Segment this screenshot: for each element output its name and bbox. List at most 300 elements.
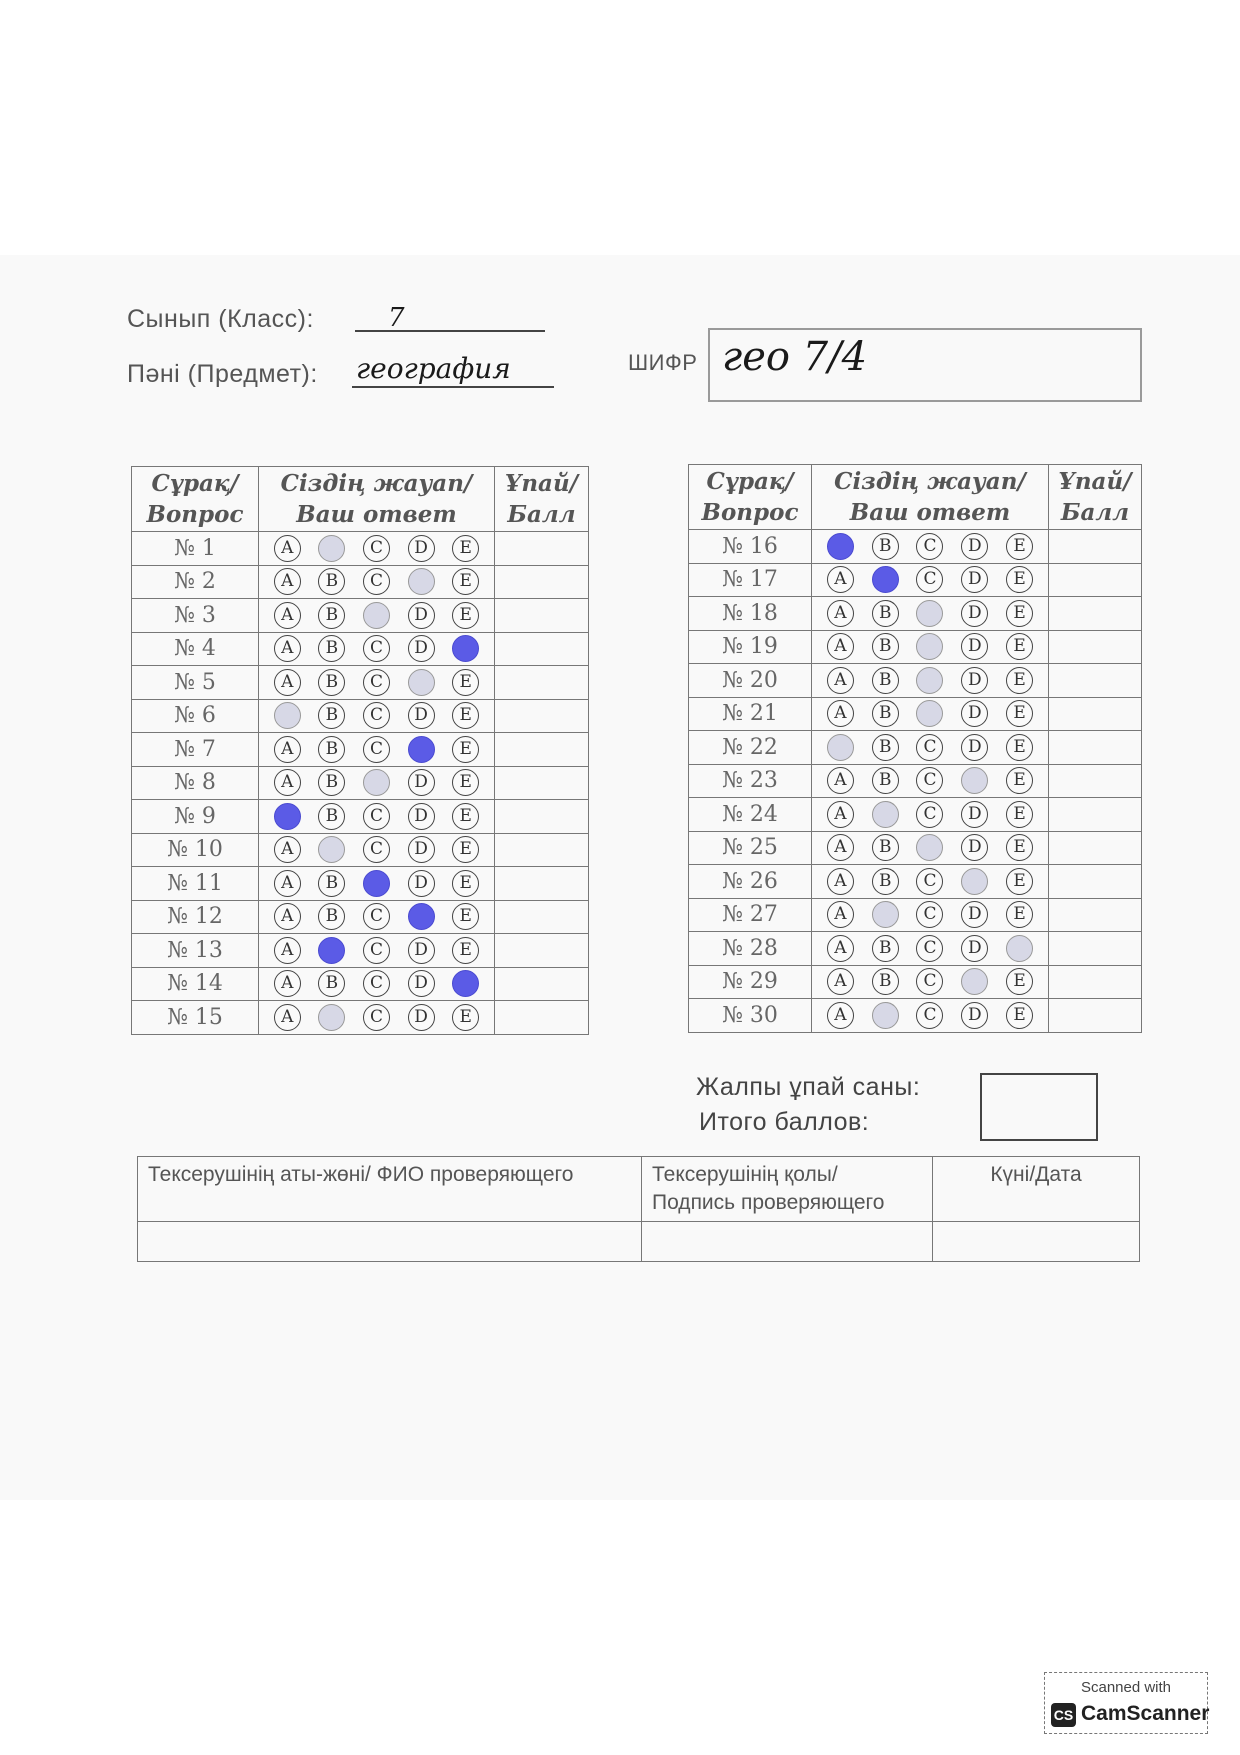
bubble-e[interactable]: E [452, 602, 479, 629]
answer-row [132, 1001, 589, 1035]
answer-row [132, 699, 589, 733]
bubble-b[interactable]: B [872, 767, 899, 794]
bubble-c[interactable]: C [363, 836, 390, 863]
score-cell[interactable] [1049, 731, 1142, 765]
bubble-c[interactable]: C [916, 734, 943, 761]
bubble-d[interactable] [408, 736, 435, 763]
bubble-c[interactable] [363, 870, 390, 897]
bubble-e[interactable]: E [452, 568, 479, 595]
score-header: Ұпай/ Балл [495, 467, 589, 532]
bubble-b[interactable]: B [318, 635, 345, 662]
bubble-e[interactable]: E [452, 903, 479, 930]
bubble-e[interactable]: E [1006, 868, 1033, 895]
score-header: Ұпай/ Балл [1049, 465, 1142, 530]
bubble-e[interactable]: E [1006, 734, 1033, 761]
class-value[interactable]: 7 [388, 303, 405, 333]
reviewer-name-field[interactable] [138, 1222, 642, 1262]
question-number: № 29 [689, 965, 812, 999]
bubble-a[interactable]: A [274, 1004, 301, 1031]
bubble-a[interactable]: A [827, 767, 854, 794]
score-cell[interactable] [1049, 798, 1142, 832]
bubble-a[interactable]: A [827, 935, 854, 962]
bubble-c[interactable]: C [916, 868, 943, 895]
answer-options [812, 999, 1049, 1033]
bubble-d[interactable]: D [961, 600, 988, 627]
answer-options [812, 530, 1049, 564]
answer-options [259, 833, 495, 867]
question-number: № 19 [689, 630, 812, 664]
bubble-c[interactable]: C [916, 801, 943, 828]
answer-row [689, 764, 1142, 798]
bubble-c[interactable]: C [363, 803, 390, 830]
bubble-a[interactable]: A [827, 633, 854, 660]
bubble-d[interactable]: D [961, 834, 988, 861]
score-cell[interactable] [495, 565, 589, 599]
bubble-a[interactable]: A [274, 736, 301, 763]
answer-row [689, 731, 1142, 765]
score-cell[interactable] [495, 800, 589, 834]
score-cell[interactable] [495, 1001, 589, 1035]
answer-options [812, 630, 1049, 664]
question-number: № 24 [689, 798, 812, 832]
bubble-c[interactable] [916, 633, 943, 660]
bubble-a[interactable]: A [827, 600, 854, 627]
bubble-e[interactable]: E [452, 669, 479, 696]
bubble-c[interactable]: C [363, 903, 390, 930]
answer-row [132, 833, 589, 867]
bubble-e[interactable]: E [1006, 667, 1033, 694]
bubble-b[interactable]: B [872, 700, 899, 727]
bubble-c[interactable]: C [916, 968, 943, 995]
answer-row [689, 898, 1142, 932]
answer-options [259, 967, 495, 1001]
bubble-c[interactable]: C [916, 901, 943, 928]
bubble-a[interactable]: A [274, 870, 301, 897]
answer-row [689, 865, 1142, 899]
bubble-a[interactable]: A [274, 769, 301, 796]
bubble-e[interactable]: E [452, 769, 479, 796]
question-number: № 20 [689, 664, 812, 698]
bubble-c[interactable]: C [916, 1002, 943, 1029]
answer-row [689, 932, 1142, 966]
bubble-b[interactable]: B [318, 568, 345, 595]
bubble-b[interactable] [872, 901, 899, 928]
bubble-d[interactable]: D [408, 970, 435, 997]
answer-options [259, 733, 495, 767]
answer-options [812, 597, 1049, 631]
signature-table [137, 1156, 1140, 1262]
bubble-e[interactable]: E [1006, 700, 1033, 727]
bubble-b[interactable]: B [872, 533, 899, 560]
score-cell[interactable] [1049, 898, 1142, 932]
answer-options [259, 867, 495, 901]
question-header: Сұрақ/ Вопрос [689, 465, 812, 530]
bubble-c[interactable]: C [363, 568, 390, 595]
answer-options [259, 900, 495, 934]
answer-row [689, 664, 1142, 698]
bubble-b[interactable]: B [872, 633, 899, 660]
score-cell[interactable] [495, 532, 589, 566]
bubble-b[interactable] [318, 937, 345, 964]
answer-table-right [688, 464, 1142, 1033]
bubble-c[interactable] [916, 700, 943, 727]
answer-header: Сіздің жауап/ Ваш ответ [259, 467, 495, 532]
answer-options [259, 1001, 495, 1035]
answer-options [812, 697, 1049, 731]
answer-row [689, 597, 1142, 631]
question-number: № 8 [132, 766, 259, 800]
bubble-e[interactable]: E [1006, 801, 1033, 828]
score-cell[interactable] [1049, 563, 1142, 597]
answer-row [132, 565, 589, 599]
bubble-a[interactable]: A [827, 901, 854, 928]
answer-row [132, 934, 589, 968]
question-number: № 21 [689, 697, 812, 731]
score-cell[interactable] [495, 632, 589, 666]
bubble-c[interactable]: C [916, 935, 943, 962]
bubble-a[interactable]: A [827, 1002, 854, 1029]
question-number: № 9 [132, 800, 259, 834]
bubble-c[interactable]: C [363, 535, 390, 562]
answer-options [259, 766, 495, 800]
bubble-a[interactable]: A [274, 836, 301, 863]
bubble-d[interactable]: D [408, 602, 435, 629]
answer-options [259, 800, 495, 834]
question-number: № 30 [689, 999, 812, 1033]
bubble-a[interactable]: A [274, 535, 301, 562]
bubble-a[interactable]: A [274, 602, 301, 629]
answer-row [689, 831, 1142, 865]
bubble-d[interactable]: D [408, 870, 435, 897]
bubble-b[interactable]: B [872, 734, 899, 761]
cipher-value[interactable]: гео 7/4 [722, 334, 868, 380]
answer-options [812, 898, 1049, 932]
subject-line [352, 386, 554, 388]
bubble-e[interactable] [1006, 935, 1033, 962]
bubble-c[interactable] [916, 600, 943, 627]
answer-row [132, 967, 589, 1001]
answer-options [259, 699, 495, 733]
bubble-d[interactable] [961, 767, 988, 794]
question-number: № 26 [689, 865, 812, 899]
question-number: № 27 [689, 898, 812, 932]
bubble-b[interactable]: B [872, 968, 899, 995]
bubble-a[interactable]: A [274, 669, 301, 696]
answer-options [812, 563, 1049, 597]
answer-options [259, 632, 495, 666]
bubble-a[interactable]: A [274, 937, 301, 964]
bubble-a[interactable] [274, 702, 301, 729]
question-number: № 13 [132, 934, 259, 968]
score-cell[interactable] [495, 867, 589, 901]
answer-options [812, 731, 1049, 765]
score-cell[interactable] [1049, 697, 1142, 731]
bubble-b[interactable]: B [872, 667, 899, 694]
bubble-a[interactable]: A [274, 635, 301, 662]
answer-row [132, 800, 589, 834]
score-cell[interactable] [495, 599, 589, 633]
score-cell[interactable] [1049, 764, 1142, 798]
class-label: Сынып (Класс): [127, 305, 314, 333]
score-cell[interactable] [1049, 865, 1142, 899]
question-number: № 23 [689, 764, 812, 798]
bubble-e[interactable]: E [1006, 600, 1033, 627]
bubble-e[interactable]: E [452, 1004, 479, 1031]
question-number: № 14 [132, 967, 259, 1001]
bubble-d[interactable]: D [408, 535, 435, 562]
answer-row [132, 766, 589, 800]
bubble-c[interactable]: C [363, 1004, 390, 1031]
bubble-b[interactable]: B [318, 769, 345, 796]
question-number: № 11 [132, 867, 259, 901]
answer-row [689, 999, 1142, 1033]
class-line [355, 330, 545, 332]
bubble-d[interactable]: D [961, 667, 988, 694]
bubble-c[interactable]: C [363, 702, 390, 729]
answer-row [689, 630, 1142, 664]
bubble-d[interactable]: D [961, 1002, 988, 1029]
bubble-e[interactable]: E [1006, 633, 1033, 660]
bubble-d[interactable]: D [408, 937, 435, 964]
question-number: № 18 [689, 597, 812, 631]
bubble-b[interactable]: B [318, 970, 345, 997]
score-cell[interactable] [1049, 932, 1142, 966]
answer-options [259, 599, 495, 633]
bubble-b[interactable] [872, 801, 899, 828]
reviewer-name-header: Тексерушінің аты-жөні/ ФИО проверяющего [138, 1157, 642, 1222]
bubble-e[interactable]: E [1006, 566, 1033, 593]
bubble-e[interactable]: E [1006, 767, 1033, 794]
question-number: № 25 [689, 831, 812, 865]
subject-label: Пәні (Предмет): [127, 360, 318, 388]
bubble-c[interactable] [916, 667, 943, 694]
camscanner-logo-icon: CS [1051, 1703, 1076, 1727]
bubble-b[interactable] [318, 836, 345, 863]
total-score-box[interactable] [980, 1073, 1098, 1141]
score-cell[interactable] [495, 766, 589, 800]
bubble-d[interactable]: D [408, 702, 435, 729]
bubble-a[interactable]: A [827, 566, 854, 593]
answer-options [812, 798, 1049, 832]
bubble-c[interactable] [363, 769, 390, 796]
bubble-e[interactable]: E [452, 836, 479, 863]
bubble-b[interactable] [318, 535, 345, 562]
score-cell[interactable] [1049, 999, 1142, 1033]
bubble-b[interactable]: B [872, 834, 899, 861]
bubble-c[interactable] [363, 602, 390, 629]
question-number: № 1 [132, 532, 259, 566]
answer-row [689, 530, 1142, 564]
bubble-e[interactable] [452, 970, 479, 997]
answer-options [812, 865, 1049, 899]
watermark-name: CamScanner [1081, 1702, 1210, 1725]
answer-options [812, 932, 1049, 966]
bubble-c[interactable]: C [916, 566, 943, 593]
bubble-c[interactable]: C [363, 736, 390, 763]
bubble-e[interactable]: E [1006, 533, 1033, 560]
bubble-e[interactable]: E [452, 803, 479, 830]
score-cell[interactable] [495, 934, 589, 968]
bubble-a[interactable]: A [827, 801, 854, 828]
bubble-a[interactable]: A [274, 903, 301, 930]
answer-options [259, 532, 495, 566]
bubble-c[interactable]: C [916, 533, 943, 560]
bubble-b[interactable]: B [318, 803, 345, 830]
bubble-e[interactable]: E [452, 937, 479, 964]
bubble-a[interactable] [827, 734, 854, 761]
bubble-d[interactable]: D [961, 935, 988, 962]
bubble-b[interactable]: B [872, 868, 899, 895]
bubble-d[interactable] [961, 968, 988, 995]
score-cell[interactable] [495, 733, 589, 767]
bubble-b[interactable]: B [318, 870, 345, 897]
question-number: № 17 [689, 563, 812, 597]
watermark-top-text: Scanned with [1080, 1679, 1172, 1696]
reviewer-signature-header: Тексерушінің қолы/ Подпись проверяющего [642, 1157, 933, 1222]
bubble-d[interactable]: D [408, 803, 435, 830]
answer-row [132, 867, 589, 901]
question-number: № 5 [132, 666, 259, 700]
score-cell[interactable] [1049, 664, 1142, 698]
bubble-e[interactable] [452, 635, 479, 662]
bubble-a[interactable] [274, 803, 301, 830]
answer-options [259, 934, 495, 968]
bubble-e[interactable]: E [1006, 834, 1033, 861]
bubble-b[interactable]: B [318, 736, 345, 763]
bubble-e[interactable]: E [1006, 1002, 1033, 1029]
question-number: № 16 [689, 530, 812, 564]
question-number: № 28 [689, 932, 812, 966]
answer-row [132, 532, 589, 566]
bubble-c[interactable]: C [916, 767, 943, 794]
answer-row [689, 798, 1142, 832]
answer-row [689, 697, 1142, 731]
date-field[interactable] [933, 1222, 1140, 1262]
score-cell[interactable] [495, 900, 589, 934]
bubble-d[interactable]: D [408, 769, 435, 796]
bubble-a[interactable] [827, 533, 854, 560]
question-number: № 22 [689, 731, 812, 765]
bubble-b[interactable]: B [318, 903, 345, 930]
bubble-d[interactable]: D [961, 734, 988, 761]
bubble-b[interactable]: B [318, 669, 345, 696]
score-cell[interactable] [495, 666, 589, 700]
question-number: № 15 [132, 1001, 259, 1035]
bubble-b[interactable] [872, 566, 899, 593]
question-number: № 2 [132, 565, 259, 599]
reviewer-signature-field[interactable] [642, 1222, 933, 1262]
question-number: № 4 [132, 632, 259, 666]
bubble-d[interactable]: D [408, 635, 435, 662]
score-cell[interactable] [1049, 530, 1142, 564]
answer-options [812, 764, 1049, 798]
answer-row [132, 632, 589, 666]
bubble-d[interactable] [961, 868, 988, 895]
bubble-a[interactable]: A [827, 868, 854, 895]
bubble-d[interactable]: D [961, 801, 988, 828]
subject-value[interactable]: география [356, 352, 511, 385]
bubble-d[interactable]: D [961, 633, 988, 660]
bubble-d[interactable] [408, 903, 435, 930]
camscanner-watermark [1044, 1672, 1208, 1734]
question-number: № 6 [132, 699, 259, 733]
answer-options [812, 664, 1049, 698]
answer-options [812, 831, 1049, 865]
score-cell[interactable] [1049, 831, 1142, 865]
answer-row [132, 666, 589, 700]
bubble-c[interactable]: C [363, 669, 390, 696]
question-number: № 3 [132, 599, 259, 633]
bubble-a[interactable]: A [827, 834, 854, 861]
bubble-d[interactable]: D [408, 836, 435, 863]
bubble-b[interactable]: B [872, 600, 899, 627]
score-cell[interactable] [495, 699, 589, 733]
bubble-d[interactable]: D [961, 533, 988, 560]
bubble-b[interactable]: B [318, 702, 345, 729]
total-label-kz: Жалпы ұпай саны: [696, 1073, 921, 1101]
score-cell[interactable] [1049, 965, 1142, 999]
bubble-d[interactable]: D [961, 566, 988, 593]
answer-options [812, 965, 1049, 999]
bubble-c[interactable]: C [363, 970, 390, 997]
answer-header: Сіздің жауап/ Ваш ответ [812, 465, 1049, 530]
bubble-a[interactable]: A [274, 970, 301, 997]
bubble-e[interactable]: E [1006, 901, 1033, 928]
bubble-e[interactable]: E [452, 870, 479, 897]
bubble-e[interactable]: E [452, 702, 479, 729]
bubble-b[interactable] [318, 1004, 345, 1031]
bubble-b[interactable]: B [318, 602, 345, 629]
cipher-label: ШИФР [628, 350, 698, 375]
date-header: Күні/Дата [933, 1157, 1140, 1222]
bubble-e[interactable]: E [452, 736, 479, 763]
bubble-d[interactable] [408, 669, 435, 696]
score-cell[interactable] [1049, 597, 1142, 631]
bubble-b[interactable]: B [872, 935, 899, 962]
score-cell[interactable] [495, 967, 589, 1001]
answer-row [132, 599, 589, 633]
bubble-c[interactable] [916, 834, 943, 861]
bubble-d[interactable]: D [961, 700, 988, 727]
answer-options [259, 565, 495, 599]
answer-row [689, 563, 1142, 597]
bubble-a[interactable]: A [274, 568, 301, 595]
bubble-e[interactable]: E [1006, 968, 1033, 995]
bubble-d[interactable]: D [961, 901, 988, 928]
answer-table-left [131, 466, 589, 1035]
bubble-c[interactable]: C [363, 937, 390, 964]
bubble-e[interactable]: E [452, 535, 479, 562]
question-number: № 12 [132, 900, 259, 934]
score-cell[interactable] [1049, 630, 1142, 664]
answer-row [132, 900, 589, 934]
question-number: № 10 [132, 833, 259, 867]
answer-row [689, 965, 1142, 999]
score-cell[interactable] [495, 833, 589, 867]
bubble-d[interactable] [408, 568, 435, 595]
bubble-b[interactable] [872, 1002, 899, 1029]
bubble-a[interactable]: A [827, 667, 854, 694]
question-header: Сұрақ/ Вопрос [132, 467, 259, 532]
answer-options [259, 666, 495, 700]
bubble-a[interactable]: A [827, 968, 854, 995]
total-label-ru: Итого баллов: [699, 1108, 870, 1136]
bubble-c[interactable]: C [363, 635, 390, 662]
answer-row [132, 733, 589, 767]
question-number: № 7 [132, 733, 259, 767]
bubble-d[interactable]: D [408, 1004, 435, 1031]
bubble-a[interactable]: A [827, 700, 854, 727]
